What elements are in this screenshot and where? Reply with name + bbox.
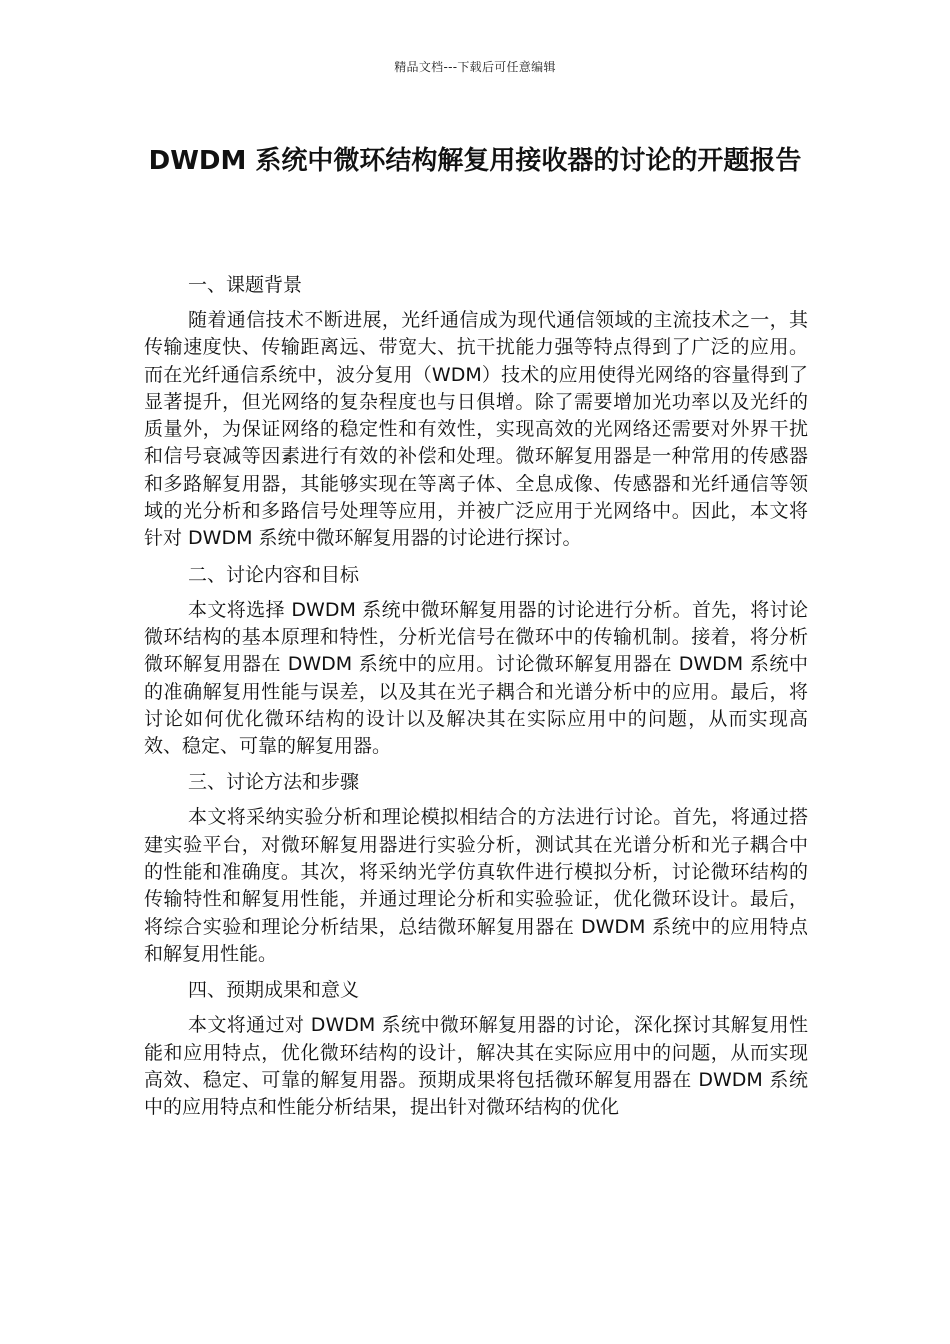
section-heading-outcomes: 四、预期成果和意义 [188, 979, 360, 1002]
section-paragraph-content-goals: 本文将选择 DWDM 系统中微环解复用器的讨论进行分析。首先，将讨论微环结构的基本原理和特性，分析光信号在微环中的传输机制。接着，将分析微环解复用器在 DWDM 系统中的应用。讨论微环解复用器在 DWDM 系统中的准确解复用性能与误差，以及其在光子耦合和光谱分析中的应用。最后，将讨论如何优化微环结构的设计以及解决其在实际应用中的问题，从而实现高效、稳定、可靠的解复用器。 [144, 598, 808, 758]
document-title: DWDM 系统中微环结构解复用接收器的讨论的开题报告 [148, 146, 802, 176]
header-note: 精品文档---下载后可任意编辑 [394, 60, 556, 74]
section-paragraph-methods: 本文将采纳实验分析和理论模拟相结合的方法进行讨论。首先，将通过搭建实验平台，对微环解复用器进行实验分析，测试其在光谱分析和光子耦合中的性能和准确度。其次，将采纳光学仿真软件进行模拟分析，讨论微环结构的传输特性和解复用性能，并通过理论分析和实验验证，优化微环设计。最后，将综合实验和理论分析结果，总结微环解复用器在 DWDM 系统中的应用特点和解复用性能。 [144, 806, 808, 965]
section-heading-background: 一、课题背景 [188, 274, 303, 296]
section-paragraph-background: 随着通信技术不断进展，光纤通信成为现代通信领域的主流技术之一，其传输速度快、传输距离远、带宽大、抗干扰能力强等特点得到了广泛的应用。而在光纤通信系统中，波分复用（WDM）技术的应用使得光网络的容量得到了显著提升，但光网络的复杂程度也与日俱增。除了需要增加光功率以及光纤的质量外，为保证网络的稳定性和有效性，实现高效的光网络还需要对外界干扰和信号衰减等因素进行有效的补偿和处理。微环解复用器是一种常用的传感器和多路解复用器，其能够实现在等离子体、全息成像、传感器和光纤通信等领域的光分析和多路信号处理等应用，并被广泛应用于光网络中。因此，本文将针对 DWDM 系统中微环解复用器的讨论进行探讨。 [144, 309, 808, 550]
section-heading-content-goals: 二、讨论内容和目标 [188, 563, 360, 586]
document-body [144, 270, 808, 1121]
section-paragraph-outcomes: 本文将通过对 DWDM 系统中微环解复用器的讨论，深化探讨其解复用性能和应用特点，优化微环结构的设计，解决其在实际应用中的问题，从而实现高效、稳定、可靠的解复用器。预期成果将包括微环解复用器在 DWDM 系统中的应用特点和性能分析结果，提出针对微环结构的优化 [144, 1014, 808, 1119]
section-heading-methods: 三、讨论方法和步骤 [188, 771, 360, 794]
